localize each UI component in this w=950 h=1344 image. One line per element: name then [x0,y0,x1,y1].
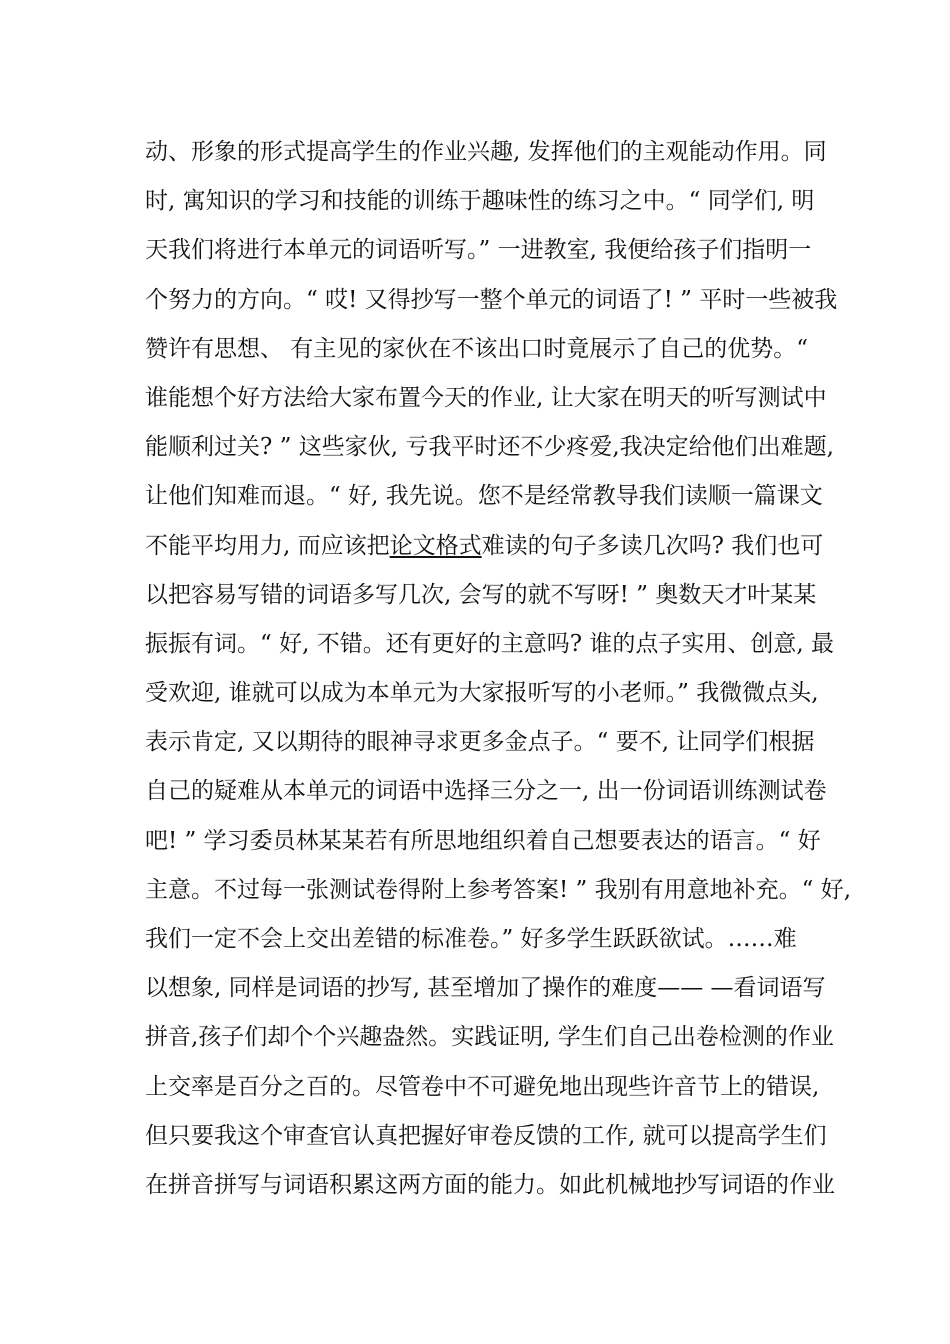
text-line: 谁能想个好方法给大家布置今天的作业, 让大家在明天的听写测试中 [145,384,827,411]
text-line: 以把容易写错的词语多写几次, 会写的就不写呀! ” 奥数天才叶某某 [145,581,817,608]
text-line: 在拼音拼写与词语积累这两方面的能力。如此机械地抄写词语的作业 [145,1171,835,1198]
body-text [145,128,852,1210]
text-line: 自己的疑难从本单元的词语中选择三分之一, 出一份词语训练测试卷 [145,778,827,805]
text-line: 但只要我这个审查官认真把握好审卷反馈的工作, 就可以提高学生们 [145,1122,827,1149]
text-line: 动、形象的形式提高学生的作业兴趣, 发挥他们的主观能动作用。同 [145,139,827,165]
text-line: 吧! ” 学习委员林某某若有所思地组织着自己想要表达的语言。“ 好 [145,827,821,854]
text-line: 振振有词。“ 好, 不错。还有更好的主意吗? 谁的点子实用、创意, 最 [145,630,834,657]
text-line: 赞许有思想、 有主见的家伙在不该出口时竟展示了自己的优势。“ [145,335,809,362]
text-line: 受欢迎, 谁就可以成为本单元为大家报听写的小老师。” 我微微点头, [145,680,819,707]
text-line: 时, 寓知识的学习和技能的训练于趣味性的练习之中。“ 同学们, 明 [145,188,815,215]
text-line: 主意。不过每一张测试卷得附上参考答案! ” 我别有用意地补充。“ 好, [145,876,852,903]
text-segment: 难读的句子多读几次吗? 我们也可 [481,532,824,559]
paper-format-link[interactable]: 论文格式 [389,532,482,559]
text-line: 上交率是百分之百的。尽管卷中不可避免地出现些许音节上的错误, [145,1073,820,1100]
text-line: 让他们知难而退。“ 好, 我先说。您不是经常教导我们读顺一篇课文 [145,483,823,510]
text-line: 以想象, 同样是词语的抄写, 甚至增加了操作的难度—— —看词语写 [145,975,826,1002]
text-line: 能顺利过关? ” 这些家伙, 亏我平时还不少疼爱,我决定给他们出难题, [145,434,834,461]
text-line: 拼音,孩子们却个个兴趣盎然。实践证明, 学生们自己出卷检测的作业 [145,1024,834,1051]
text-line-with-link [145,522,825,571]
text-line: 天我们将进行本单元的词语听写。” 一进教室, 我便给孩子们指明一 [145,237,812,264]
text-line: 我们一定不会上交出差错的标准卷。” 好多学生跃跃欲试。……难 [145,926,797,952]
text-line: 个努力的方向。“ 哎! 又得抄写一整个单元的词语了! ” 平时一些被我 [145,286,838,313]
text-segment: 不能平均用力, 而应该把 [145,532,390,559]
text-line: 表示肯定, 又以期待的眼神寻求更多金点子。“ 要不, 让同学们根据 [145,729,815,756]
